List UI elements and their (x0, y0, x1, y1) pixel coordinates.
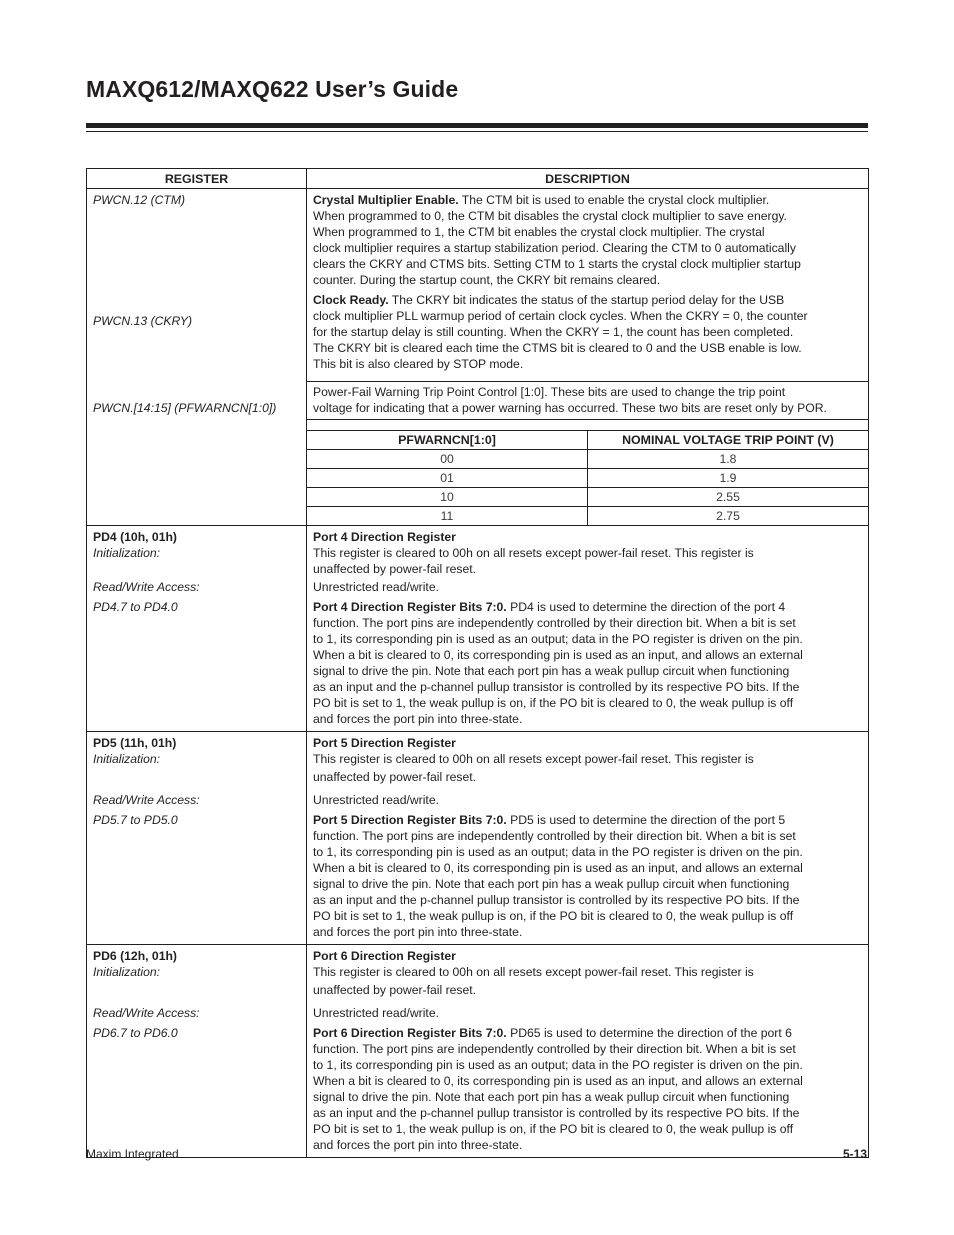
footer-company: Maxim Integrated (86, 1147, 179, 1161)
description-cell-pwcn (307, 189, 869, 526)
pfwarn-title: Power-Fail Warning Trip Point Control [1:0]. (313, 385, 548, 399)
ctm-description (307, 189, 868, 288)
bits-text-line: When a bit is cleared to 0, its corresponding pin is used as an input, and allows an external (313, 1074, 803, 1088)
bits-text-line: and forces the port pin into three-state. (313, 1138, 523, 1152)
register-label-pwcn-ctm: PWCN.12 (CTM) (93, 193, 186, 207)
pfwarn-description (307, 381, 868, 420)
initialization-label: Initialization: (93, 546, 161, 560)
bits-text-line: PO bit is set to 1, the weak pullup is on, if the PO bit is cleared to 0, the weak pullup is off (313, 909, 794, 923)
bits-text-line: PD4 is used to determine the direction of the port 4 (506, 600, 786, 614)
table-row (307, 488, 868, 507)
table-row-pd5 (87, 732, 869, 945)
register-name: PD5 (11h, 01h) (93, 736, 177, 750)
trip-voltage-value: 1.9 (588, 469, 869, 488)
pfwarncn-value: 10 (307, 488, 588, 507)
register-cell-pd5 (87, 732, 307, 945)
bits-text-line: as an input and the p-channel pullup transistor is controlled by its respective PO bits. If the (313, 680, 800, 694)
bits-text-line: signal to drive the pin. Note that each port pin has a weak pullup circuit when functioning (313, 1090, 790, 1104)
ctm-text-line: counter. During the startup count, the CKRY bit remains cleared. (313, 273, 661, 287)
trip-voltage-value: 1.8 (588, 450, 869, 469)
pfwarn-text-line: These bits are used to change the trip point (547, 385, 786, 399)
bits-title: Port 6 Direction Register Bits 7:0. (313, 1026, 507, 1040)
bits-text-line: PD65 is used to determine the direction of the port 6 (506, 1026, 792, 1040)
ctm-title: Crystal Multiplier Enable. (313, 193, 459, 207)
bits-text-line: signal to drive the pin. Note that each port pin has a weak pullup circuit when functioning (313, 877, 790, 891)
ckry-text-line: This bit is also cleared by STOP mode. (313, 357, 524, 371)
port-register-title: Port 6 Direction Register (313, 949, 456, 963)
bits-text-line: function. The port pins are independently controlled by their direction bit. When a bit is set (313, 616, 796, 630)
register-name: PD4 (10h, 01h) (93, 530, 177, 544)
ckry-text-line: The CKRY bit is cleared each time the CTMS bit is cleared to 0 and the USB enable is low. (313, 341, 802, 355)
init-text-line: This register is cleared to 00h on all resets except power-fail reset. This register is (313, 965, 754, 979)
bits-text-line: PO bit is set to 1, the weak pullup is on, if the PO bit is cleared to 0, the weak pullup is off (313, 1122, 794, 1136)
description-cell-pd6 (307, 945, 869, 1158)
bits-title: Port 5 Direction Register Bits 7:0. (313, 813, 507, 827)
title-rule-thick (86, 123, 868, 128)
spacer (307, 420, 868, 430)
rw-access-label: Read/Write Access: (93, 580, 200, 594)
trip-voltage-value: 2.75 (588, 507, 869, 526)
bits-text-line: to 1, its corresponding pin is used as an output; data in the PO register is driven on the pin. (313, 1058, 803, 1072)
init-text-line: unaffected by power-fail reset. (313, 983, 477, 997)
init-text-line: unaffected by power-fail reset. (313, 562, 477, 576)
bits-text-line: When a bit is cleared to 0, its corresponding pin is used as an input, and allows an external (313, 648, 803, 662)
bits-text-line: to 1, its corresponding pin is used as an output; data in the PO register is driven on the pin. (313, 632, 803, 646)
bits-title: Port 4 Direction Register Bits 7:0. (313, 600, 507, 614)
table-row (307, 507, 868, 526)
pfwarncn-value: 00 (307, 450, 588, 469)
rw-access-label: Read/Write Access: (93, 793, 200, 807)
register-table-header (87, 169, 869, 189)
description-cell-pd4 (307, 526, 869, 732)
rw-access-text: Unrestricted read/write. (313, 580, 439, 594)
register-label-pwcn-ckry: PWCN.13 (CKRY) (93, 314, 193, 328)
bits-text-line: and forces the port pin into three-state. (313, 712, 523, 726)
init-text-line: This register is cleared to 00h on all resets except power-fail reset. This register is (313, 546, 754, 560)
column-header-description: DESCRIPTION (307, 169, 869, 189)
bits-label: PD6.7 to PD6.0 (93, 1026, 178, 1040)
pfwarncn-value: 11 (307, 507, 588, 526)
initialization-label: Initialization: (93, 752, 161, 766)
bits-text-line: When a bit is cleared to 0, its corresponding pin is used as an input, and allows an external (313, 861, 803, 875)
bits-text-line: PO bit is set to 1, the weak pullup is on, if the PO bit is cleared to 0, the weak pullup is off (313, 696, 794, 710)
pfwarncn-trip-point-table (307, 430, 868, 525)
bits-text-line: function. The port pins are independently controlled by their direction bit. When a bit is set (313, 829, 796, 843)
ckry-text-line: The CKRY bit indicates the status of the startup period delay for the USB (388, 293, 785, 307)
page-title: MAXQ612/MAXQ622 User’s Guide (86, 76, 459, 102)
register-label-pwcn-pfwarncn: PWCN.[14:15] (PFWARNCN[1:0]) (93, 401, 277, 415)
ckry-title: Clock Ready. (313, 293, 389, 307)
init-text-line: unaffected by power-fail reset. (313, 770, 477, 784)
bits-text-line: signal to drive the pin. Note that each port pin has a weak pullup circuit when functioning (313, 664, 790, 678)
ctm-text-line: The CTM bit is used to enable the crystal clock multiplier. (458, 193, 770, 207)
page-number: 5-13 (842, 1147, 867, 1161)
subtable-header-voltage: NOMINAL VOLTAGE TRIP POINT (V) (588, 431, 869, 450)
description-cell-pd5 (307, 732, 869, 945)
ctm-text-line: When programmed to 0, the CTM bit disables the crystal clock multiplier to save energy. (313, 209, 787, 223)
ckry-description (307, 288, 868, 381)
pfwarn-text-line: voltage for indicating that a power warning has occurred. These two bits are reset only by POR. (313, 401, 827, 415)
bits-text-line: to 1, its corresponding pin is used as an output; data in the PO register is driven on the pin. (313, 845, 803, 859)
pfwarncn-value: 01 (307, 469, 588, 488)
register-cell-pd6 (87, 945, 307, 1158)
port-register-title: Port 4 Direction Register (313, 530, 456, 544)
ckry-text-line: for the startup delay is still counting. When the CKRY = 1, the count has been completed. (313, 325, 794, 339)
title-rule-thin (86, 131, 868, 132)
bits-text-line: and forces the port pin into three-state. (313, 925, 523, 939)
table-row-pwcn (87, 189, 869, 526)
ctm-text-line: clock multiplier requires a startup stabilization period. Clearing the CTM to 0 automatically (313, 241, 796, 255)
init-text-line: This register is cleared to 00h on all resets except power-fail reset. This register is (313, 752, 754, 766)
table-row (307, 450, 868, 469)
register-table (86, 168, 869, 1158)
bits-text-line: as an input and the p-channel pullup transistor is controlled by its respective PO bits. If the (313, 893, 800, 907)
table-row-pd4 (87, 526, 869, 732)
bits-label: PD5.7 to PD5.0 (93, 813, 178, 827)
ctm-text-line: clears the CKRY and CTMS bits. Setting CTM to 1 starts the crystal clock multiplier startup (313, 257, 801, 271)
rw-access-text: Unrestricted read/write. (313, 1006, 439, 1020)
bits-text-line: function. The port pins are independently controlled by their direction bit. When a bit is set (313, 1042, 796, 1056)
rw-access-text: Unrestricted read/write. (313, 793, 439, 807)
rw-access-label: Read/Write Access: (93, 1006, 200, 1020)
trip-voltage-value: 2.55 (588, 488, 869, 507)
ckry-text-line: clock multiplier PLL warmup period of certain clock cycles. When the CKRY = 0, the counter (313, 309, 808, 323)
initialization-label: Initialization: (93, 965, 161, 979)
table-row (307, 469, 868, 488)
bits-text-line: PD5 is used to determine the direction of the port 5 (506, 813, 786, 827)
bits-text-line: as an input and the p-channel pullup transistor is controlled by its respective PO bits. If the (313, 1106, 800, 1120)
table-row-pd6 (87, 945, 869, 1158)
ctm-text-line: When programmed to 1, the CTM bit enables the crystal clock multiplier. The crystal (313, 225, 765, 239)
register-cell-pwcn (87, 189, 307, 526)
column-header-register: REGISTER (87, 169, 307, 189)
register-cell-pd4 (87, 526, 307, 732)
port-register-title: Port 5 Direction Register (313, 736, 456, 750)
register-name: PD6 (12h, 01h) (93, 949, 177, 963)
bits-label: PD4.7 to PD4.0 (93, 600, 178, 614)
subtable-header-pfwarncn: PFWARNCN[1:0] (307, 431, 588, 450)
